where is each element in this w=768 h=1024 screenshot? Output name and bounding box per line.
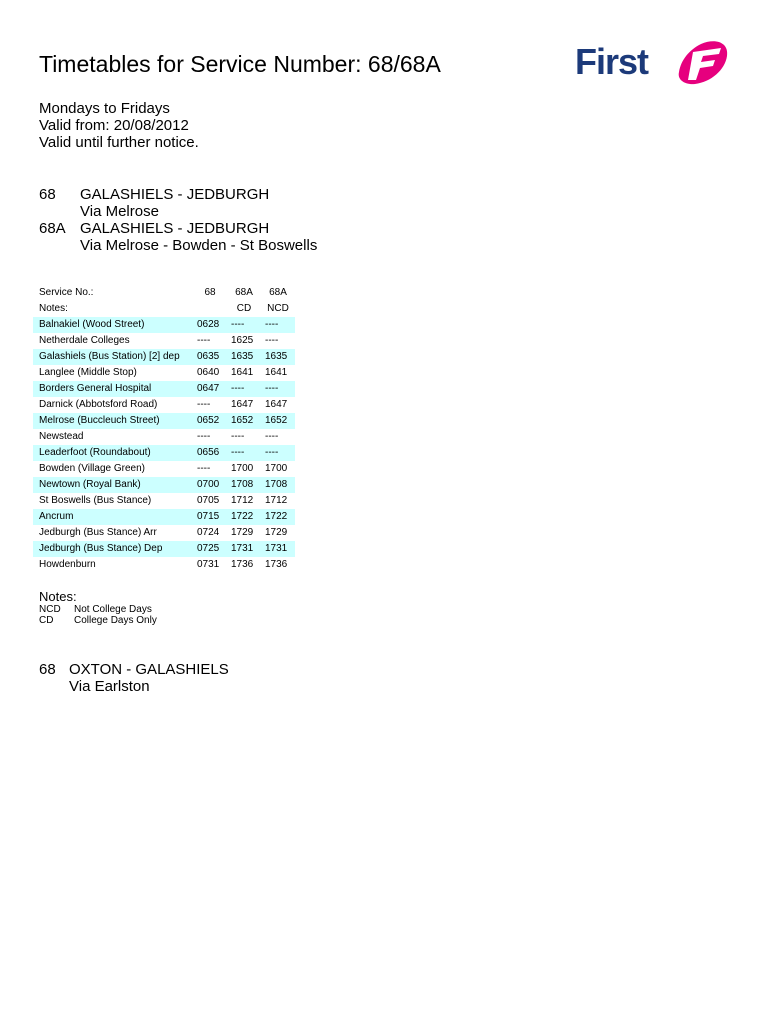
departure-time: 1731	[261, 541, 295, 557]
page-title: Timetables for Service Number: 68/68A	[39, 51, 441, 77]
stop-name: Newstead	[39, 431, 84, 442]
stop-name: Langlee (Middle Stop)	[39, 367, 137, 378]
departure-time: 1729	[265, 527, 288, 538]
stop-row	[33, 477, 295, 493]
departure-time: ----	[227, 445, 261, 461]
note-text: Not College Days	[74, 604, 152, 615]
stop-row	[33, 445, 295, 461]
route-68	[39, 186, 339, 220]
service-note: NCD	[267, 303, 289, 314]
service-note	[193, 301, 227, 317]
departure-time: ----	[197, 335, 211, 346]
stop-name: Netherdale Colleges	[39, 335, 130, 346]
departure-time: 1635	[227, 349, 261, 365]
stop-row	[33, 413, 295, 429]
route-via: Via Melrose - Bowden - St Boswells	[80, 237, 318, 254]
service-number: 68	[204, 287, 216, 298]
departure-time: 1736	[265, 559, 288, 570]
departure-time: ----	[265, 335, 279, 346]
route-68-oxton	[39, 661, 339, 695]
departure-time: 1729	[231, 527, 254, 538]
departure-time: 1652	[227, 413, 261, 429]
departure-time: 0731	[197, 559, 220, 570]
route-number: 68A	[39, 220, 66, 237]
departure-time: 0652	[193, 413, 227, 429]
departure-time: 1712	[265, 495, 288, 506]
route-number: 68	[39, 661, 56, 678]
days-of-operation: Mondays to Fridays	[39, 100, 170, 117]
departure-time: ----	[197, 399, 211, 410]
route-name: GALASHIELS - JEDBURGH	[80, 186, 270, 203]
stop-name: Galashiels (Bus Station) [2] dep	[33, 349, 193, 365]
stop-row	[33, 509, 295, 525]
departure-time: 1712	[231, 495, 254, 506]
stop-row	[33, 525, 295, 541]
notes-section	[39, 589, 157, 626]
departure-time: 1700	[265, 463, 288, 474]
departure-time: 0715	[193, 509, 227, 525]
stop-row	[33, 349, 295, 365]
note-text: College Days Only	[74, 615, 157, 626]
stop-row	[33, 381, 295, 397]
service-note: CD	[236, 303, 252, 314]
departure-time: 0724	[197, 527, 220, 538]
valid-until: Valid until further notice.	[39, 134, 199, 151]
departure-time: 0640	[197, 367, 220, 378]
stop-row	[33, 365, 295, 381]
notes-list	[39, 604, 157, 626]
departure-time: 1647	[265, 399, 288, 410]
route-68a	[39, 220, 359, 254]
departure-time: 1647	[231, 399, 254, 410]
first-f-swoosh-icon	[671, 38, 731, 86]
note-item	[39, 615, 157, 626]
departure-time: 0700	[193, 477, 227, 493]
stop-name: Howdenburn	[39, 559, 96, 570]
departure-time: 0656	[193, 445, 227, 461]
departure-time: 1736	[231, 559, 254, 570]
departure-time: 1700	[231, 463, 254, 474]
stop-row	[33, 461, 295, 477]
note-item	[39, 604, 152, 615]
departure-time: ----	[261, 381, 295, 397]
departure-time: 0725	[193, 541, 227, 557]
stop-name: Balnakiel (Wood Street)	[33, 317, 193, 333]
departure-time: ----	[261, 317, 295, 333]
departure-time: 1635	[261, 349, 295, 365]
stop-row	[33, 429, 295, 445]
departure-time: ----	[231, 431, 245, 442]
departure-time: ----	[265, 431, 279, 442]
note-code: NCD	[39, 604, 61, 615]
stop-name: Melrose (Buccleuch Street)	[33, 413, 193, 429]
departure-time: 1731	[227, 541, 261, 557]
departure-time: 1625	[231, 335, 254, 346]
stop-row	[33, 317, 295, 333]
route-name: OXTON - GALASHIELS	[69, 661, 229, 678]
service-number: 68A	[269, 287, 287, 298]
stop-row	[33, 541, 295, 557]
stop-row	[33, 333, 295, 349]
stop-row	[33, 493, 295, 509]
validity-info	[39, 100, 199, 151]
departure-time: 1708	[227, 477, 261, 493]
departure-time: 1722	[227, 509, 261, 525]
notes-label: Notes:	[39, 303, 68, 314]
route-name: GALASHIELS - JEDBURGH	[80, 220, 270, 237]
route-number: 68	[39, 186, 56, 203]
notes-row	[33, 301, 295, 317]
service-label: Service No.:	[39, 287, 94, 298]
note-code: CD	[39, 615, 54, 626]
route-via: Via Melrose	[80, 203, 159, 220]
service-number: 68A	[235, 287, 253, 298]
departure-time: ----	[261, 445, 295, 461]
timetable	[33, 285, 295, 573]
stop-name: Ancrum	[33, 509, 193, 525]
logo-wordmark: First	[575, 41, 649, 82]
stop-name: St Boswells (Bus Stance)	[39, 495, 152, 506]
departure-time: 0705	[197, 495, 220, 506]
departure-time: 1641	[265, 367, 288, 378]
departure-time: 1641	[231, 367, 254, 378]
departure-time: 1722	[261, 509, 295, 525]
departure-time: ----	[197, 463, 211, 474]
departure-time: ----	[197, 431, 211, 442]
stop-name: Bowden (Village Green)	[39, 463, 145, 474]
notes-heading: Notes:	[39, 589, 77, 604]
stop-name: Jedburgh (Bus Stance) Arr	[39, 527, 157, 538]
stop-row	[33, 557, 295, 573]
stop-name: Jedburgh (Bus Stance) Dep	[33, 541, 193, 557]
departure-time: 0635	[193, 349, 227, 365]
departure-time: 1652	[261, 413, 295, 429]
stop-name: Darnick (Abbotsford Road)	[39, 399, 158, 410]
departure-time: ----	[227, 381, 261, 397]
stop-row	[33, 397, 295, 413]
departure-time: 1708	[261, 477, 295, 493]
stop-name: Leaderfoot (Roundabout)	[33, 445, 193, 461]
route-via: Via Earlston	[69, 678, 150, 695]
departure-time: 0628	[193, 317, 227, 333]
stop-name: Borders General Hospital	[33, 381, 193, 397]
service-row	[33, 285, 295, 301]
departure-time: ----	[227, 317, 261, 333]
valid-from: Valid from: 20/08/2012	[39, 117, 189, 134]
first-logo	[575, 38, 731, 86]
stop-name: Newtown (Royal Bank)	[33, 477, 193, 493]
departure-time: 0647	[193, 381, 227, 397]
